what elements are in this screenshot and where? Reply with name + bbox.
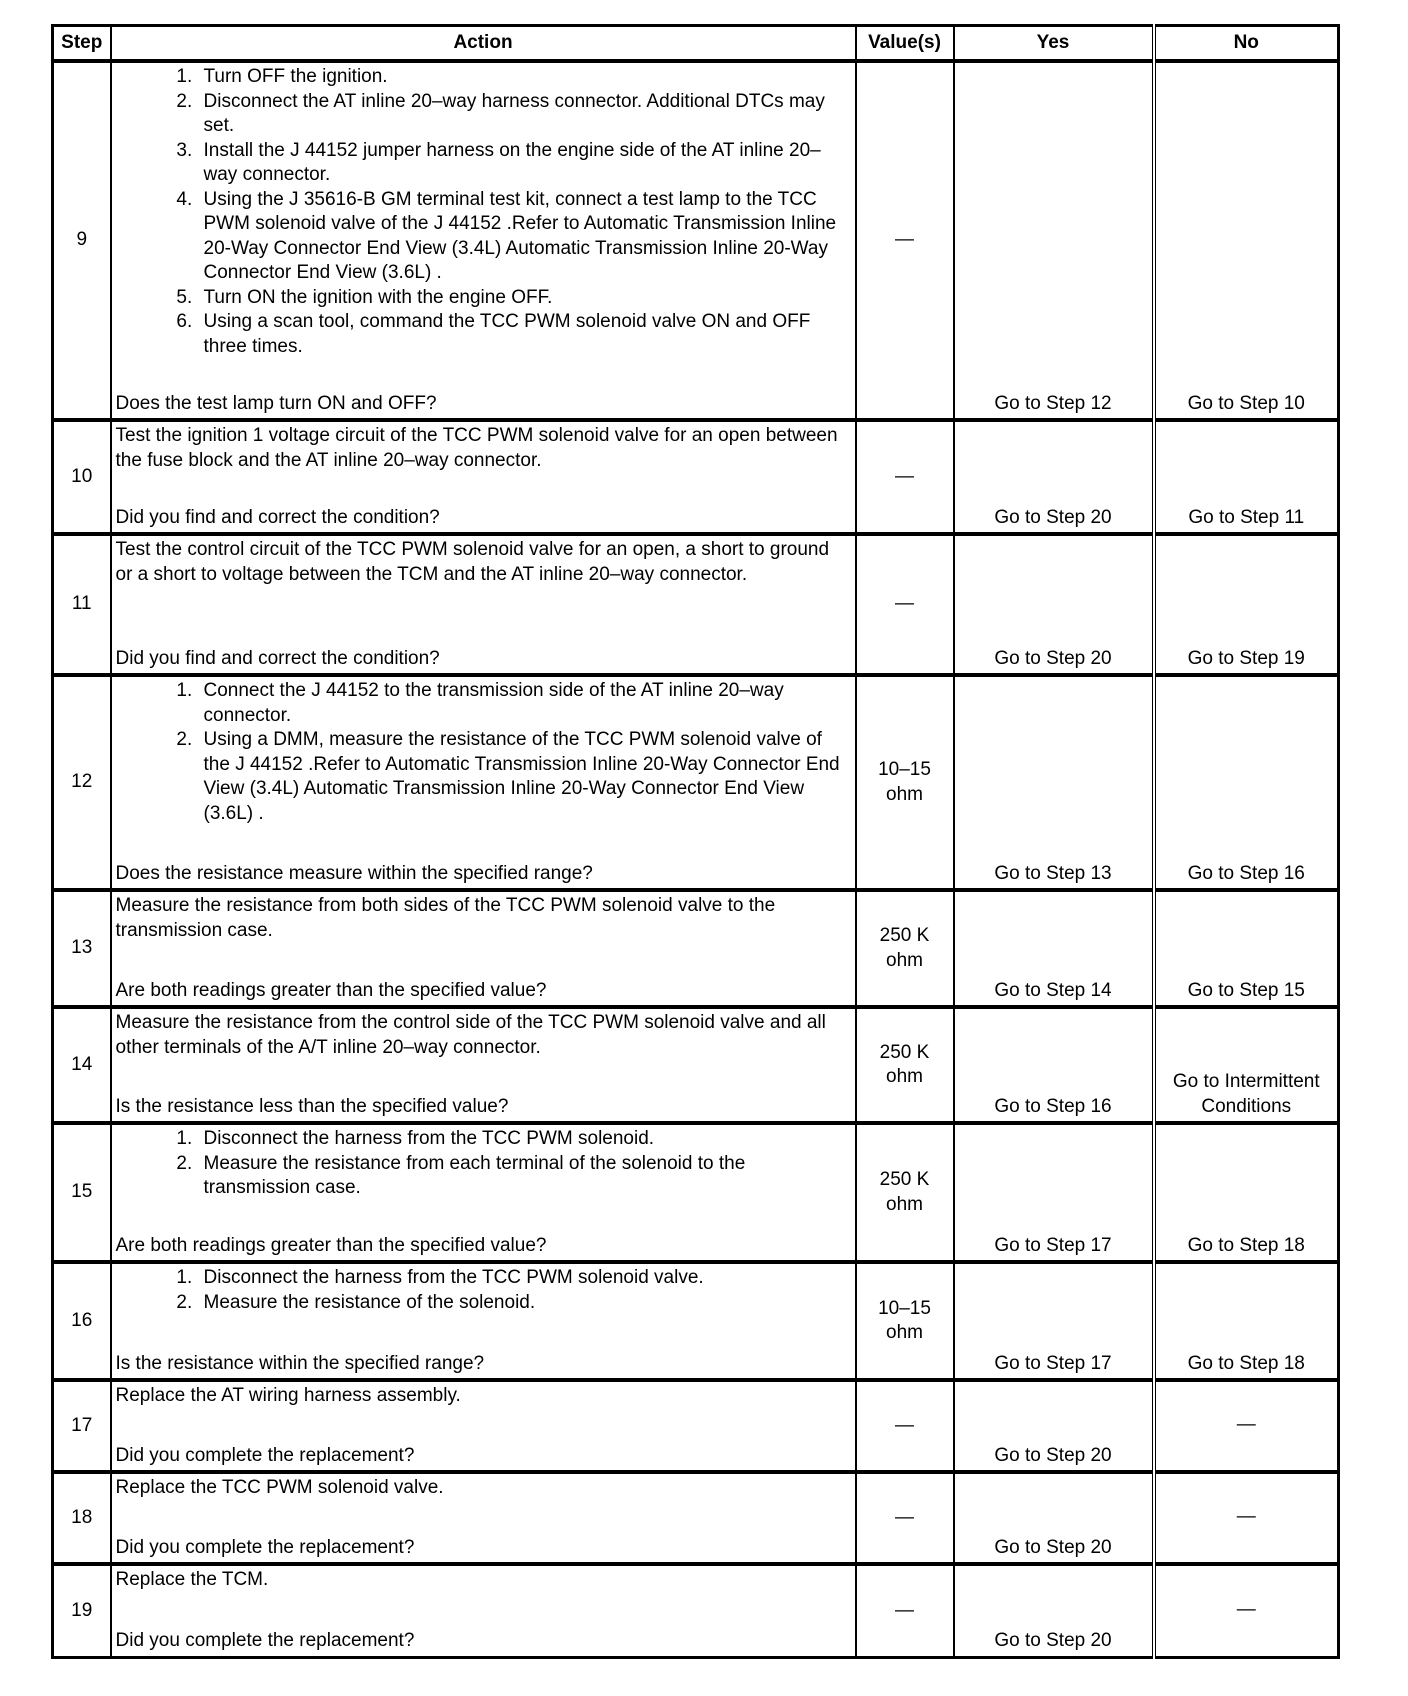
yes-cell: Go to Step 20 <box>954 1564 1154 1657</box>
action-question: Did you complete the replacement? <box>115 1444 415 1466</box>
diagnostic-table <box>51 24 1340 1659</box>
action-cell <box>111 675 856 890</box>
value-cell <box>856 1007 954 1123</box>
step-list-item: 1. Disconnect the harness from the TCC PWM solenoid valve. <box>198 1266 851 1291</box>
step-list-item: 6. Using a scan tool, command the TCC PWM solenoid valve ON and OFF three times. <box>198 310 851 359</box>
header-action: Action <box>111 26 856 62</box>
step-list-item: 2. Measure the resistance from each terminal of the solenoid to the transmission case. <box>198 1152 851 1201</box>
table-row <box>53 534 1339 675</box>
no-cell: Go to Step 18 <box>1154 1123 1339 1262</box>
action-cell <box>111 61 856 420</box>
table-row <box>53 1564 1339 1657</box>
no-cell: — <box>1154 1380 1339 1472</box>
table-row <box>53 61 1339 420</box>
no-cell: Go to Step 15 <box>1154 890 1339 1007</box>
step-list-item: 2. Using a DMM, measure the resistance of the TCC PWM solenoid valve of the J 44152 .Refer to Automatic Transmission Inline 20-Way Connector End View (3.4L) Automatic Transmission Inline 20-Way Connector End View (3.6L) . <box>198 728 851 826</box>
yes-cell: Go to Step 14 <box>954 890 1154 1007</box>
no-cell: Go to Step 10 <box>1154 61 1339 420</box>
step-number: 10 <box>53 420 111 534</box>
table-row <box>53 1007 1339 1123</box>
no-cell: Go to Intermittent Conditions <box>1154 1007 1339 1123</box>
step-list-item: 2. Disconnect the AT inline 20–way harness connector. Additional DTCs may set. <box>198 90 851 139</box>
step-list <box>116 1266 851 1315</box>
action-text: Test the control circuit of the TCC PWM solenoid valve for an open, a short to ground or a short to voltage between the TCM and the AT inline 20–way connector. <box>115 539 830 585</box>
step-list-item: 1. Disconnect the harness from the TCC PWM solenoid. <box>198 1127 851 1152</box>
action-cell <box>111 890 856 1007</box>
action-question: Are both readings greater than the specified value? <box>115 1234 547 1256</box>
action-question: Did you find and correct the condition? <box>115 506 440 528</box>
step-list-item: 4. Using the J 35616-B GM terminal test kit, connect a test lamp to the TCC PWM solenoid valve of the J 44152 .Refer to Automatic Transmission Inline 20-Way Connector End View (3.4L) Automatic Transmission Inline 20-Way Connector End View (3.6L) . <box>198 188 851 286</box>
action-question: Is the resistance within the specified range? <box>115 1352 485 1374</box>
value-text: — <box>895 1599 914 1621</box>
step-list-item: 3. Install the J 44152 jumper harness on the engine side of the AT inline 20–way connector. <box>198 139 851 188</box>
step-list-item: 1. Connect the J 44152 to the transmission side of the AT inline 20–way connector. <box>198 679 851 728</box>
action-question: Is the resistance less than the specified value? <box>115 1095 509 1117</box>
value-text: 10–15 ohm <box>878 759 931 805</box>
action-cell <box>111 1007 856 1123</box>
yes-cell: Go to Step 20 <box>954 420 1154 534</box>
action-cell <box>111 534 856 675</box>
value-text: 250 K ohm <box>879 925 930 971</box>
yes-cell: Go to Step 20 <box>954 534 1154 675</box>
value-text: 250 K ohm <box>879 1041 930 1087</box>
no-cell: — <box>1154 1564 1339 1657</box>
value-text: — <box>895 465 914 487</box>
value-text: — <box>895 593 914 615</box>
yes-cell: Go to Step 12 <box>954 61 1154 420</box>
step-number: 13 <box>53 890 111 1007</box>
step-number: 16 <box>53 1262 111 1380</box>
table-row <box>53 420 1339 534</box>
step-list <box>116 65 851 359</box>
step-number: 19 <box>53 1564 111 1657</box>
value-text: 250 K ohm <box>879 1169 930 1215</box>
step-number: 11 <box>53 534 111 675</box>
no-cell: Go to Step 19 <box>1154 534 1339 675</box>
table-row <box>53 1123 1339 1262</box>
value-text: — <box>895 1414 914 1436</box>
action-cell <box>111 420 856 534</box>
yes-cell: Go to Step 16 <box>954 1007 1154 1123</box>
value-text: — <box>895 1506 914 1528</box>
action-text: Measure the resistance from both sides of the TCC PWM solenoid valve to the transmission case. <box>115 895 776 941</box>
action-text: Test the ignition 1 voltage circuit of the TCC PWM solenoid valve for an open between the fuse block and the AT inline 20–way connector. <box>115 425 838 471</box>
value-cell <box>856 890 954 1007</box>
step-number: 18 <box>53 1472 111 1564</box>
header-row <box>53 26 1339 62</box>
no-cell: Go to Step 18 <box>1154 1262 1339 1380</box>
step-list-item: 1. Turn OFF the ignition. <box>198 65 851 90</box>
header-values: Value(s) <box>856 26 954 62</box>
action-question: Did you complete the replacement? <box>115 1630 415 1651</box>
header-no: No <box>1154 26 1339 62</box>
step-number: 12 <box>53 675 111 890</box>
value-cell <box>856 534 954 675</box>
table-row <box>53 675 1339 890</box>
table-row <box>53 1380 1339 1472</box>
action-text: Replace the AT wiring harness assembly. <box>115 1385 461 1406</box>
action-question: Are both readings greater than the specified value? <box>115 979 547 1001</box>
table-row <box>53 1262 1339 1380</box>
no-cell: Go to Step 16 <box>1154 675 1339 890</box>
value-cell <box>856 1472 954 1564</box>
table-row <box>53 1472 1339 1564</box>
action-text: Replace the TCM. <box>115 1569 269 1590</box>
action-text: Measure the resistance from the control side of the TCC PWM solenoid valve and all other terminals of the A/T inline 20–way connector. <box>115 1012 826 1058</box>
action-cell <box>111 1123 856 1262</box>
table-row <box>53 890 1339 1007</box>
action-question: Does the test lamp turn ON and OFF? <box>115 392 437 414</box>
yes-cell: Go to Step 20 <box>954 1472 1154 1564</box>
step-number: 15 <box>53 1123 111 1262</box>
yes-cell: Go to Step 17 <box>954 1262 1154 1380</box>
step-number: 17 <box>53 1380 111 1472</box>
action-cell <box>111 1262 856 1380</box>
yes-cell: Go to Step 17 <box>954 1123 1154 1262</box>
yes-cell: Go to Step 13 <box>954 675 1154 890</box>
value-cell <box>856 420 954 534</box>
action-question: Did you find and correct the condition? <box>115 647 440 669</box>
value-cell <box>856 675 954 890</box>
step-number: 14 <box>53 1007 111 1123</box>
value-text: — <box>895 229 914 251</box>
action-text: Replace the TCC PWM solenoid valve. <box>115 1477 444 1498</box>
value-cell <box>856 1262 954 1380</box>
value-cell <box>856 61 954 420</box>
value-text: 10–15 ohm <box>878 1297 931 1343</box>
value-cell <box>856 1123 954 1262</box>
value-cell <box>856 1564 954 1657</box>
no-cell: — <box>1154 1472 1339 1564</box>
step-number: 9 <box>53 61 111 420</box>
action-cell <box>111 1380 856 1472</box>
value-cell <box>856 1380 954 1472</box>
step-list <box>116 1127 851 1201</box>
action-question: Did you complete the replacement? <box>115 1536 415 1558</box>
action-cell <box>111 1564 856 1657</box>
step-list-item: 5. Turn ON the ignition with the engine OFF. <box>198 286 851 311</box>
header-yes: Yes <box>954 26 1154 62</box>
header-step: Step <box>53 26 111 62</box>
step-list <box>116 679 851 826</box>
action-cell <box>111 1472 856 1564</box>
no-cell: Go to Step 11 <box>1154 420 1339 534</box>
action-question: Does the resistance measure within the specified range? <box>115 862 593 884</box>
step-list-item: 2. Measure the resistance of the solenoid. <box>198 1291 851 1316</box>
yes-cell: Go to Step 20 <box>954 1380 1154 1472</box>
